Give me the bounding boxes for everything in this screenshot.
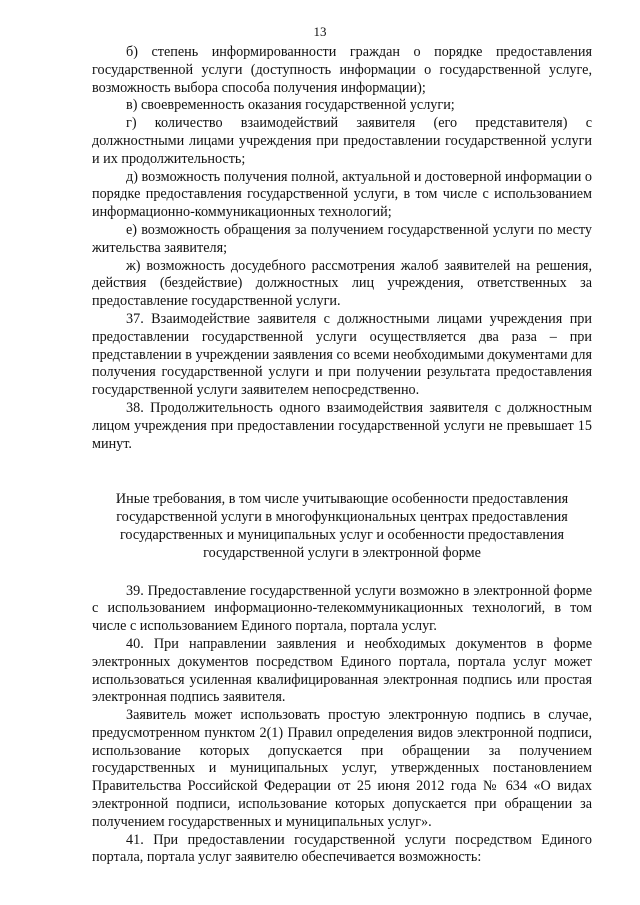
paragraph-item-d: д) возможность получения полной, актуальной и достоверной информации о порядке предоставления государственной услуги, в том числе с использованием информационно-коммуникационных технологий; <box>92 168 592 221</box>
paragraph-38: 38. Продолжительность одного взаимодействия заявителя с должностным лицом учреждения при предоставлении государственной услуги не превышает 15 минут. <box>92 399 592 452</box>
paragraph-item-zh: ж) возможность досудебного рассмотрения жалоб заявителей на решения, действия (бездействие) должностных лиц учреждения, ответственных за предоставление государственной услуги. <box>92 257 592 310</box>
paragraph-item-v: в) своевременность оказания государственной услуги; <box>126 97 455 114</box>
paragraph-39: 39. Предоставление государственной услуги возможно в электронной форме с использованием информационно-телекоммуникационных технологий, в том числе с использованием Единого портала, портала услуг. <box>92 582 592 635</box>
paragraph-simple-signature: Заявитель может использовать простую электронную подпись в случае, предусмотренном пунктом 2(1) Правил определения видов электронной подписи, использование которых допускается при обращении за получением государственных и муниципальных услуг, утвержденных постановлением Правительства Российской Федерации от 25 июня 2012 года № 634 «О видах электронной подписи, использование которых допускается при обращении за получением государственных и муниципальных услуг». <box>92 707 592 830</box>
paragraph-37: 37. Взаимодействие заявителя с должностными лицами учреждения при предоставлении государственной услуги осуществляется два раза – при представлении в учреждении заявления со всеми необходимыми документами для получения государственной услуги и при получении результата предоставления государственной услуги заявителем непосредственно. <box>92 310 592 399</box>
page-number: 13 <box>313 24 327 39</box>
paragraph-40: 40. При направлении заявления и необходимых документов в форме электронных документов посредством Единого портала, портала услуг может использоваться усиленная квалифицированная электронная подпись или простая электронная подпись заявителя. <box>92 635 592 706</box>
paragraph-item-g: г) количество взаимодействий заявителя (его представителя) с должностными лицами учреждения при предоставлении государственной услуги и их продолжительность; <box>92 115 592 167</box>
paragraph-item-b: б) степень информированности граждан о порядке предоставления государственной услуги (доступность информации о государственной услуге, возможность выбора способа получения информации); <box>92 44 592 96</box>
paragraph-item-e: е) возможность обращения за получением государственной услуги по месту жительства заявителя; <box>92 221 592 256</box>
paragraph-41: 41. При предоставлении государственной услуги посредством Единого портала, портала услуг заявителю обеспечивается возможность: <box>92 831 592 866</box>
document-body <box>92 44 592 867</box>
section-heading: Иные требования, в том числе учитывающие особенности предоставления государственной услуги в многофункциональных центрах предоставления государственных и муниципальных услуг и особенности предоставления государственной услуги в электронной форме <box>115 491 569 561</box>
